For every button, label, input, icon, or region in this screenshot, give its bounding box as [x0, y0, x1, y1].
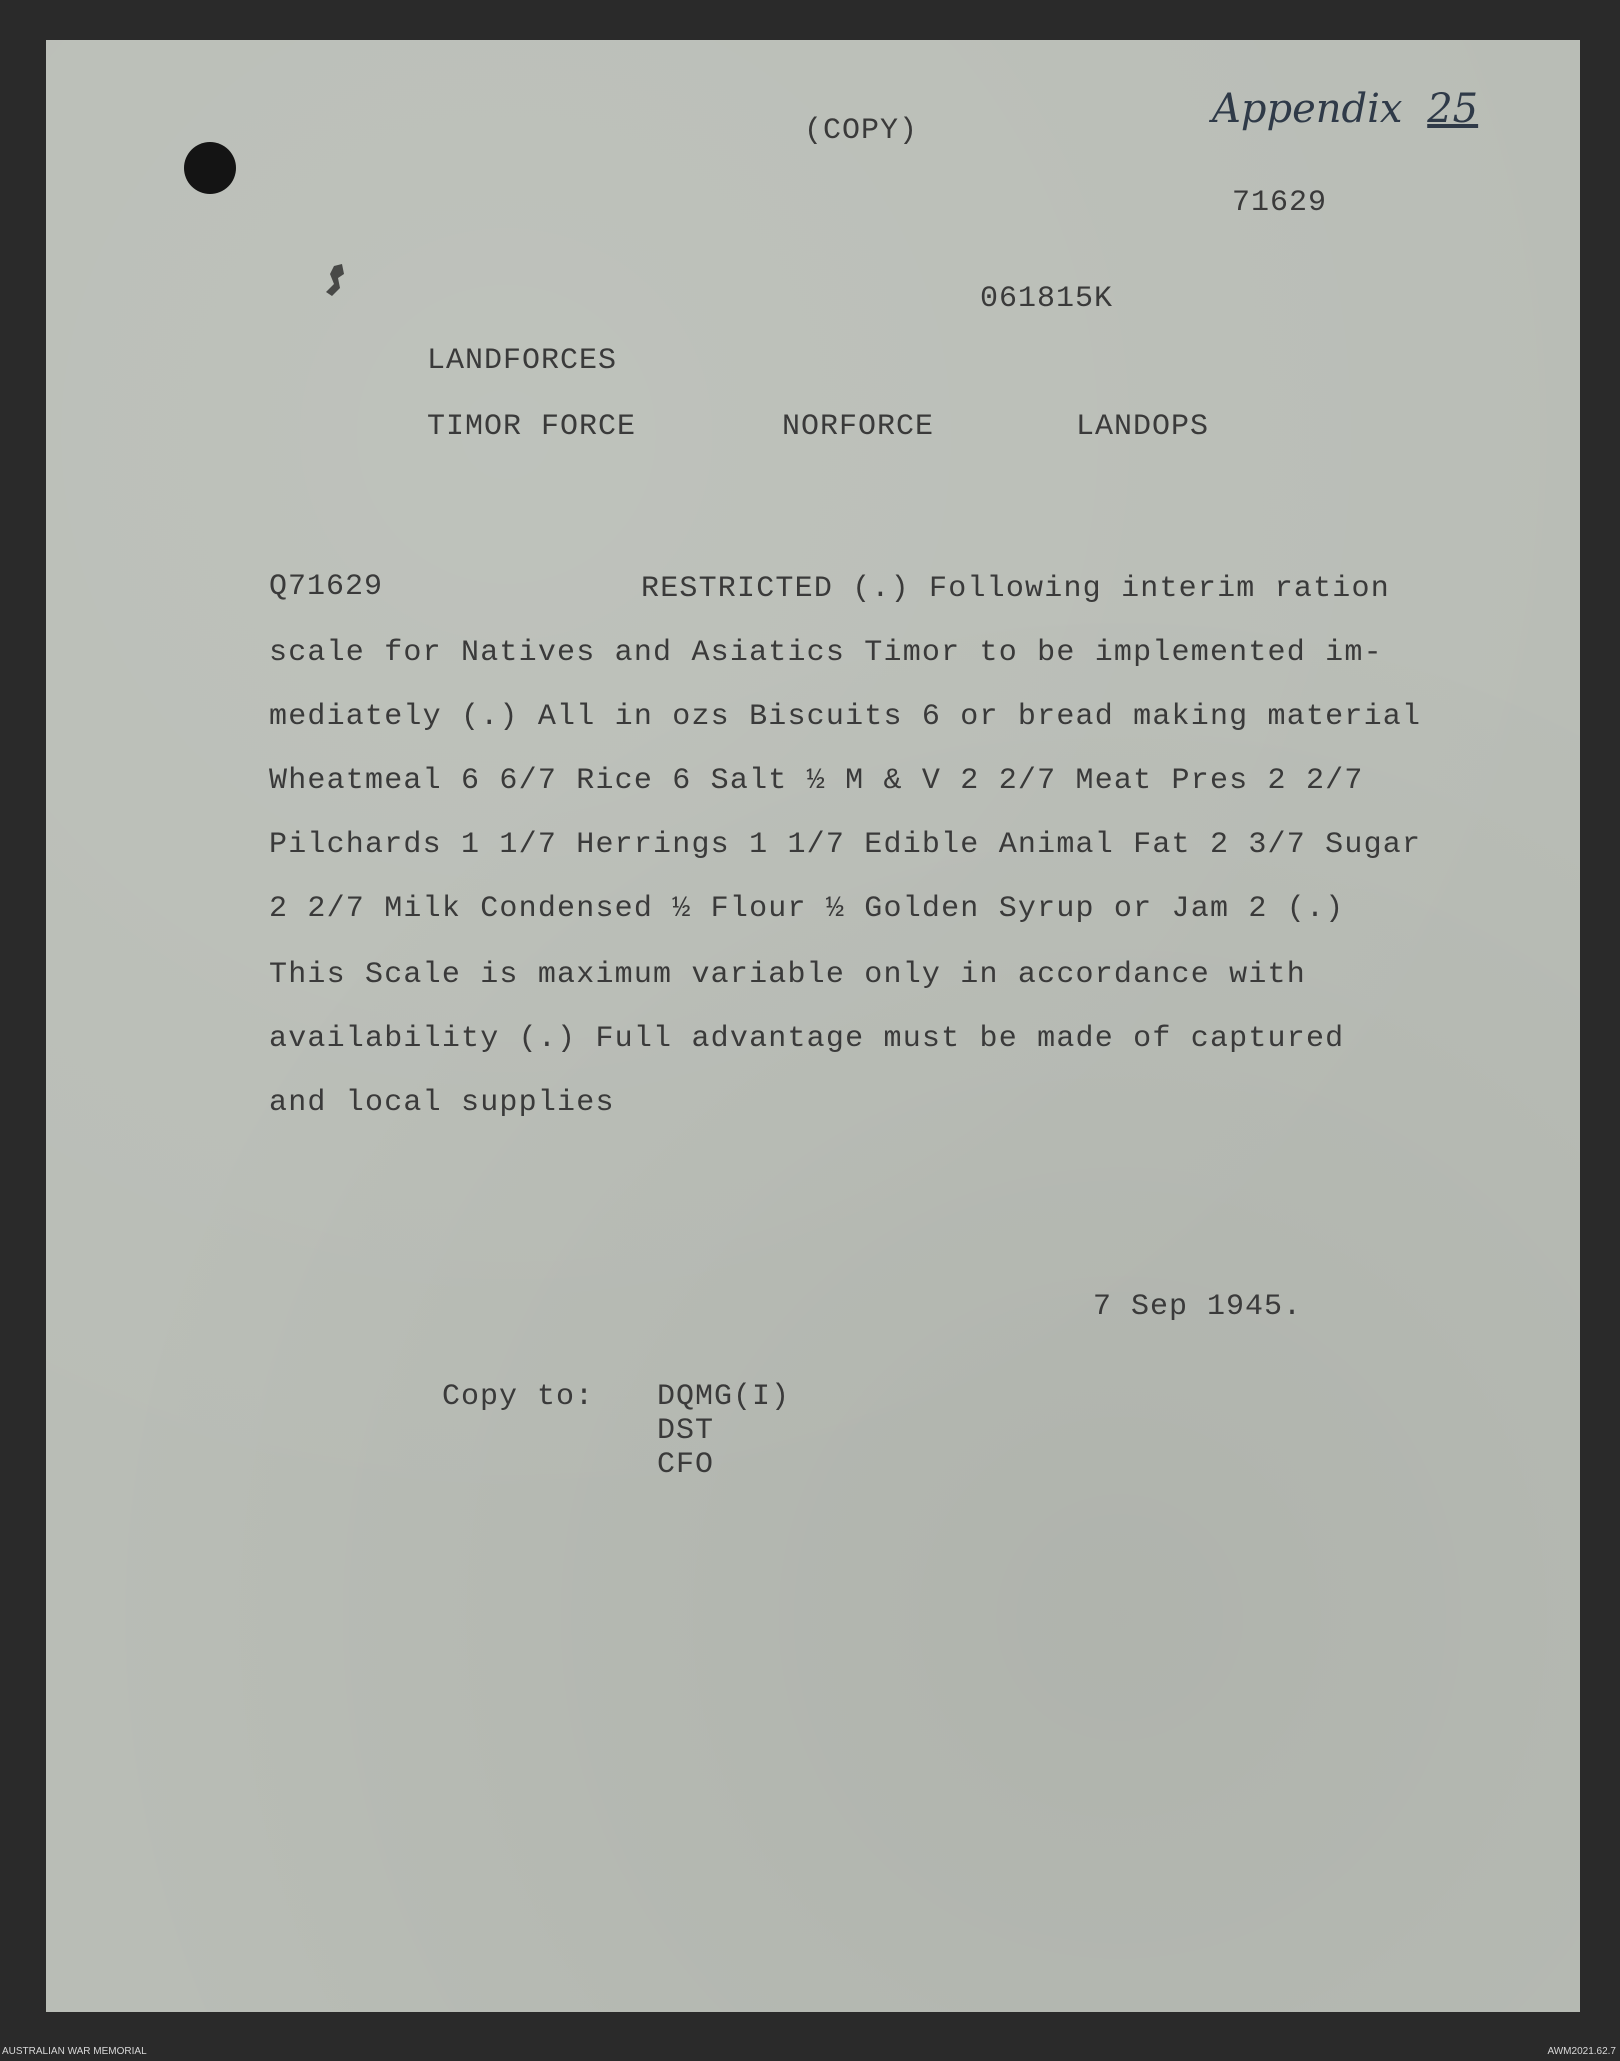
copy-to-label: Copy to:: [442, 1380, 595, 1414]
message-line: availability (.) Full advantage must be made of captured: [269, 1022, 1345, 1056]
message-line: This Scale is maximum variable only in accordance with: [269, 958, 1306, 992]
message-line: RESTRICTED (.) Following interim ration: [641, 572, 1390, 606]
message-date: 7 Sep 1945.: [1093, 1290, 1303, 1324]
message-line: Wheatmeal 6 6/7 Rice 6 Salt ½ M & V 2 2/7 Meat Pres 2 2/7: [269, 764, 1364, 798]
copy-mark: (COPY): [804, 114, 919, 148]
copy-to-recipient: DST: [657, 1414, 715, 1448]
punch-hole: [184, 142, 236, 194]
addressee-info-1: TIMOR FORCE: [427, 410, 637, 444]
date-time-group: 061815K: [980, 282, 1114, 316]
appendix-word: Appendix: [1212, 86, 1403, 132]
message-line: 2 2/7 Milk Condensed ½ Flour ½ Golden Syrup or Jam 2 (.): [269, 892, 1345, 926]
message-line: and local supplies: [269, 1086, 615, 1120]
message-number: 71629: [1232, 186, 1328, 220]
addressee-to: LANDFORCES: [427, 344, 618, 378]
addressee-info-3: LANDOPS: [1076, 410, 1210, 444]
footer-catalogue-id: AWM2021.62.7: [1547, 2046, 1616, 2057]
message-line: Pilchards 1 1/7 Herrings 1 1/7 Edible Animal Fat 2 3/7 Sugar: [269, 828, 1422, 862]
appendix-handwritten: [1212, 86, 1478, 132]
message-line: scale for Natives and Asiatics Timor to be implemented im-: [269, 636, 1383, 670]
message-reference: Q71629: [269, 570, 384, 604]
copy-to-recipient: CFO: [657, 1448, 715, 1482]
footer-institution: AUSTRALIAN WAR MEMORIAL: [2, 2046, 147, 2057]
copy-to-recipient: DQMG(I): [657, 1380, 791, 1414]
paper-tear-mark: [324, 262, 354, 302]
message-line: mediately (.) All in ozs Biscuits 6 or bread making material: [269, 700, 1422, 734]
addressee-info-2: NORFORCE: [782, 410, 935, 444]
appendix-number: 25: [1427, 86, 1479, 132]
